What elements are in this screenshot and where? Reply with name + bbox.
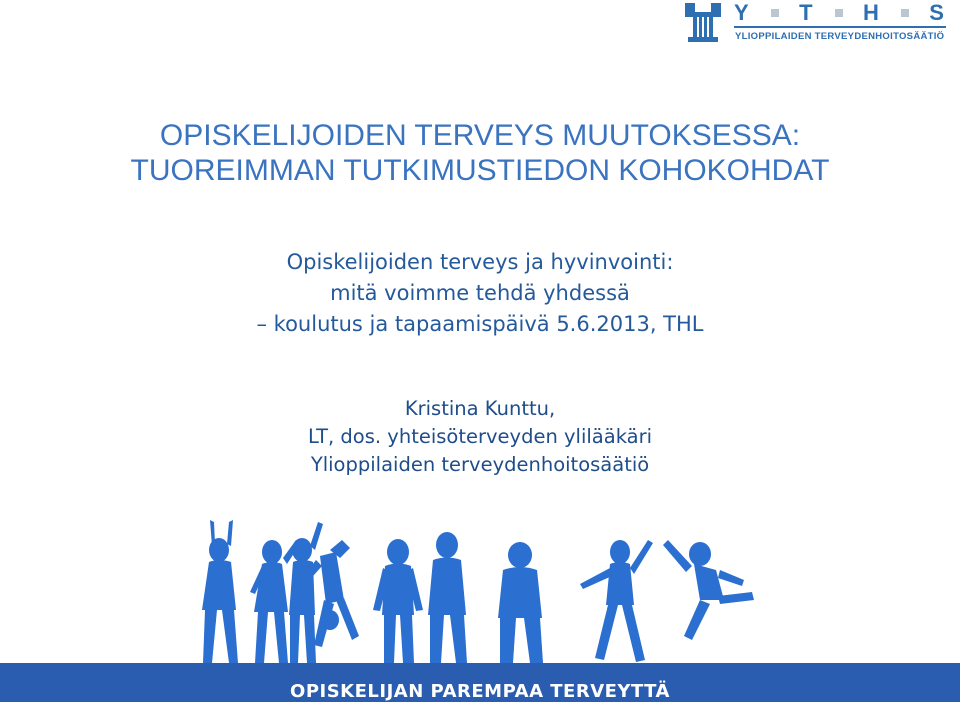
logo-letters: [734, 2, 946, 24]
author-block: [0, 395, 960, 479]
people-silhouettes-illustration: [0, 500, 960, 670]
logo-separator: [771, 9, 779, 17]
silhouette-figure: [580, 540, 653, 662]
silhouette-figure: [202, 520, 238, 663]
silhouette-figure: [498, 542, 543, 663]
logo-letter: H: [862, 0, 881, 25]
subtitle-line-3: – koulutus ja tapaamispäivä 5.6.2013, THL: [256, 312, 704, 336]
yths-logo: [684, 0, 950, 46]
author-name: Kristina Kunttu,: [404, 397, 556, 420]
author-title: LT, dos. yhteisöterveyden ylilääkäri: [307, 425, 653, 448]
author-organization: Ylioppilaiden terveydenhoitosäätiö: [310, 453, 650, 476]
subtitle-line-1: Opiskelijoiden terveys ja hyvinvointi:: [286, 250, 674, 274]
logo-letter: Y: [734, 0, 751, 25]
logo-letter: S: [929, 0, 946, 25]
logo-divider: [734, 26, 946, 28]
logo-separator: [835, 9, 843, 17]
footer-slogan: OPISKELIJAN PAREMPAA TERVEYTTÄ: [290, 681, 670, 702]
temple-column-icon: [684, 0, 722, 42]
silhouette-figure: [373, 539, 423, 663]
logo-separator: [901, 9, 909, 17]
logo-organization-name: YLIOPPILAIDEN TERVEYDENHOITOSÄÄTIÖ: [735, 31, 945, 42]
silhouette-figure: [428, 532, 467, 663]
title-line-1: OPISKELIJOIDEN TERVEYS MUUTOKSESSA:: [159, 119, 801, 152]
subtitle-line-2: mitä voimme tehdä yhdessä: [330, 281, 630, 305]
silhouette-figure: [663, 540, 754, 640]
presentation-subtitle: [0, 247, 960, 340]
title-line-2: TUOREIMMAN TUTKIMUSTIEDON KOHOKOHDAT: [130, 154, 830, 187]
presentation-title: [0, 118, 960, 188]
logo-letter: T: [799, 0, 815, 25]
